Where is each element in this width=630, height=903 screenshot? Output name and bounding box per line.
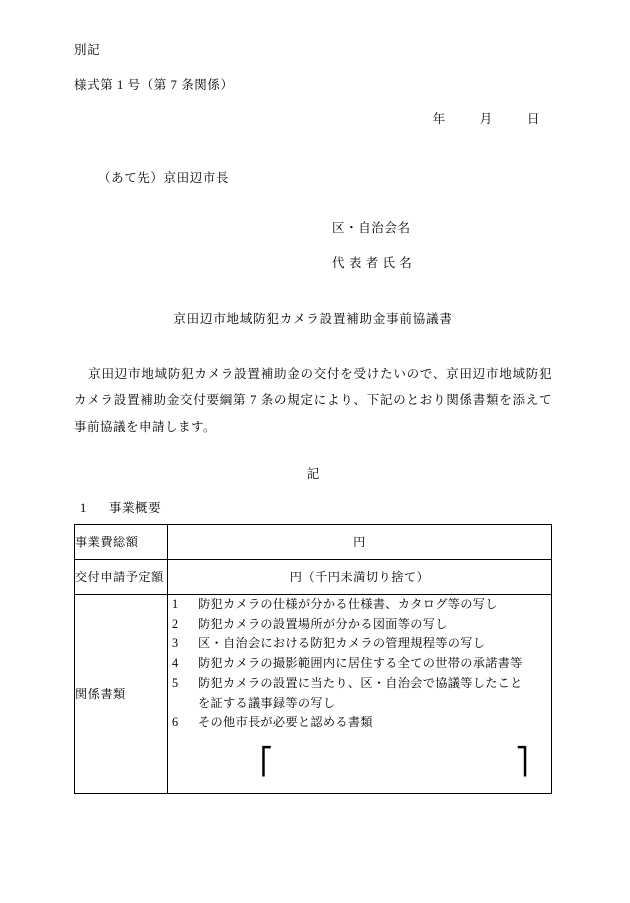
organization-name-label: 区・自治会名 <box>332 221 411 235</box>
date-month: 月 <box>479 112 493 126</box>
list-number: 5 <box>172 675 179 690</box>
list-number: 4 <box>172 656 179 671</box>
bekki-label: 別記 <box>74 43 101 57</box>
list-number: 6 <box>172 715 179 730</box>
form-number: 様式第 1 号（第 7 条関係） <box>74 77 234 92</box>
table-row <box>75 594 552 793</box>
project-overview-table <box>74 524 552 794</box>
list-text-continued: を証する議事録等の写し <box>198 695 336 710</box>
list-number: 2 <box>172 616 179 631</box>
list-number: 3 <box>172 636 179 651</box>
list-text: 防犯カメラの設置場所が分かる図面等の写し <box>198 616 448 631</box>
body-text: 京田辺市地域防犯カメラ設置補助金の交付を受けたいので、京田辺市地域防犯カメラ設置補助金交付要綱第 7 条の規定により、下記のとおり関係書類を添えて事前協議を申請します。 <box>74 367 552 434</box>
related-documents-label: 関係書類 <box>75 594 168 793</box>
date-row <box>74 113 552 126</box>
list-text: 防犯カメラの設置に当たり、区・自治会で協議等したこと <box>198 675 523 690</box>
section-1-heading <box>74 498 552 516</box>
list-text: 防犯カメラの撮影範囲内に居住する全ての世帯の承諾書等 <box>198 656 523 671</box>
list-item <box>168 634 551 654</box>
total-cost-label: 事業費総額 <box>75 524 168 559</box>
list-number: 1 <box>172 596 179 611</box>
list-text: 区・自治会における防犯カメラの管理規程等の写し <box>198 636 486 651</box>
addressee: （あて先）京田辺市長 <box>98 170 230 185</box>
grant-request-label: 交付申請予定額 <box>75 559 168 594</box>
list-text: その他市長が必要と認める書類 <box>198 715 373 730</box>
ki-heading: 記 <box>306 466 320 481</box>
section-1-title: 事業概要 <box>108 500 162 515</box>
list-item <box>168 654 551 674</box>
document-title: 京田辺市地域防犯カメラ設置補助金事前協議書 <box>173 312 453 326</box>
related-documents-list <box>168 595 551 733</box>
document-content <box>74 44 552 794</box>
list-text: 防犯カメラの仕様が分かる仕様書、カタログ等の写し <box>198 596 498 611</box>
table-row <box>75 524 552 559</box>
table-row <box>75 559 552 594</box>
applicant-block <box>74 222 552 269</box>
list-item <box>168 674 551 714</box>
bracket-right: ⎤ <box>515 747 529 777</box>
list-item <box>168 713 551 733</box>
bracket-area <box>168 749 551 793</box>
body-paragraph <box>74 361 552 440</box>
related-documents-cell <box>168 594 552 793</box>
bracket-left: ⎡ <box>260 747 274 777</box>
grant-request-value: 円（千円未満切り捨て） <box>168 559 552 594</box>
list-item <box>168 595 551 615</box>
total-cost-value: 円 <box>168 524 552 559</box>
list-item <box>168 615 551 635</box>
representative-name-label: 代 表 者 氏 名 <box>332 255 413 270</box>
date-year: 年 <box>432 112 446 126</box>
date-day: 日 <box>526 112 540 126</box>
section-1-number: 1 <box>80 500 87 515</box>
